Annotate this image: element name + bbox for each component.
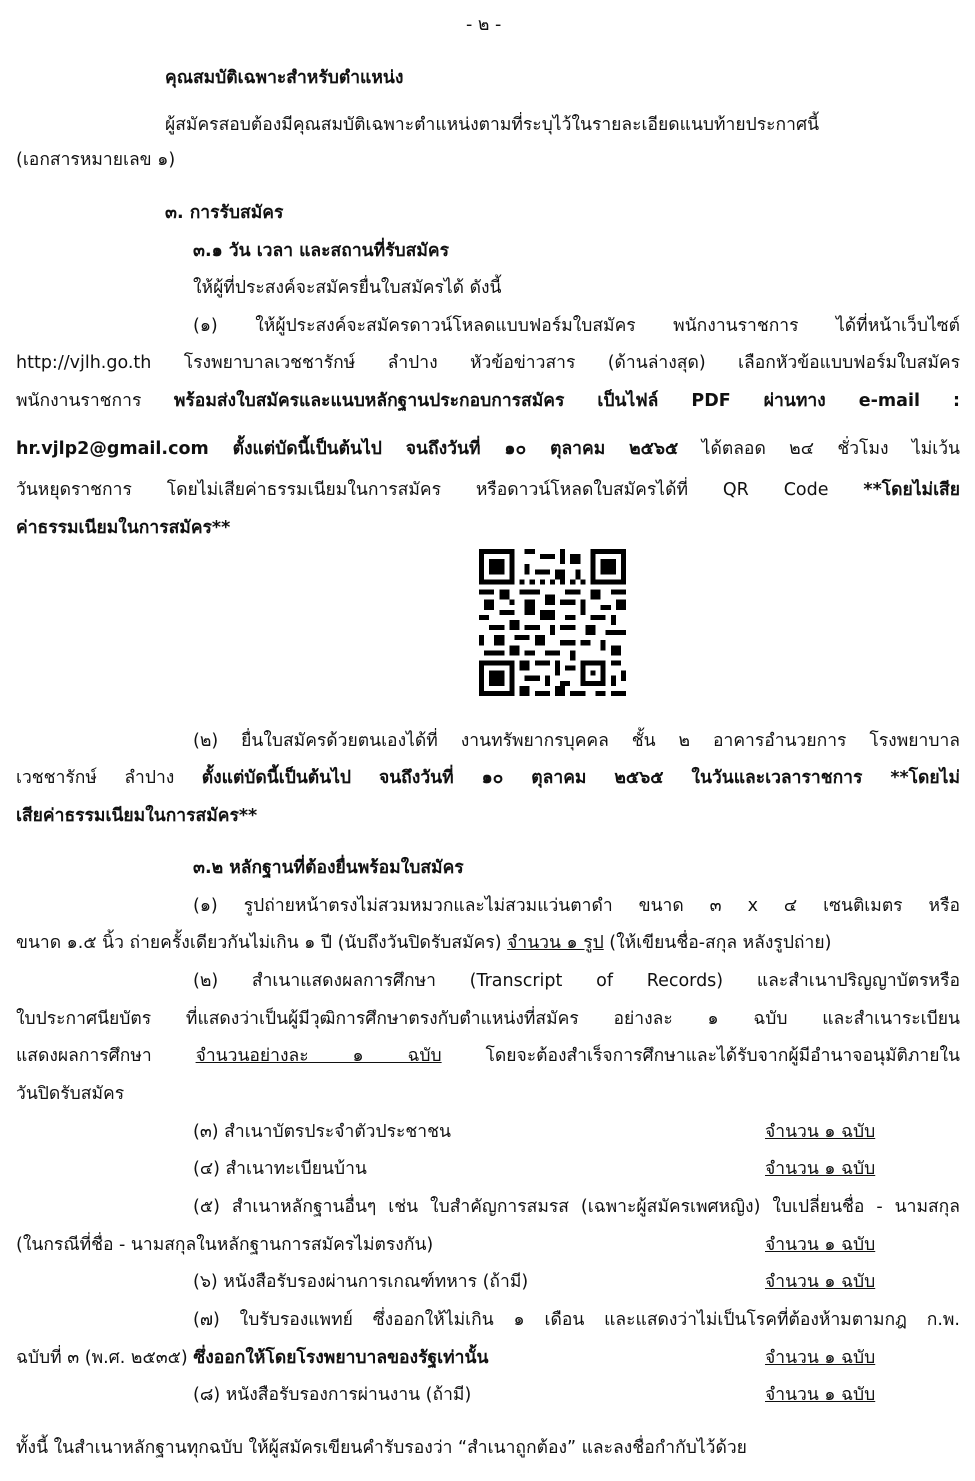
doc6-text: (๖) หนังสือรับรองผ่านการเกณฑ์ทหาร (ถ้ามี) xyxy=(193,1272,529,1292)
item2-line2: เวชชารักษ์ ลำปาง ตั้งแต่บัดนี้เป็นต้นไป จนถึงวันที่ ๑๐ ตุลาคม ๒๕๖๕ ในวันและเวลาราชการ **โดยไม่ xyxy=(16,768,960,788)
doc7-line2: ฉบับที่ ๓ (พ.ศ. ๒๕๓๕) ซึ่งออกให้โดยโรงพยาบาลของรัฐเท่านั้น xyxy=(16,1348,489,1368)
doc2-line2: ใบประกาศนียบัตร ที่แสดงว่าเป็นผู้มีวุฒิการศึกษาตรงกับตำแหน่งที่สมัคร อย่างละ ๑ ฉบับ และสำเนาระเบียน xyxy=(16,1009,960,1029)
item1-line3: พนักงานราชการ พร้อมส่งใบสมัครและแนบหลักฐานประกอบการสมัคร เป็นไฟล์ PDF ผ่านทาง e-mail : xyxy=(16,391,960,411)
doc6-amount: จำนวน ๑ ฉบับ xyxy=(765,1272,876,1292)
doc1-line2: ขนาด ๑.๕ นิ้ว ถ่ายครั้งเดียวกันไม่เกิน ๑ ปี (นับถึงวันปิดรับสมัคร) จำนวน ๑ รูป (ให้เขียนชื่อ-สกุล หลังรูปถ่าย) xyxy=(16,933,832,953)
doc7-amount: จำนวน ๑ ฉบับ xyxy=(765,1348,876,1368)
section32-heading: ๓.๒ หลักฐานที่ต้องยื่นพร้อมใบสมัคร xyxy=(193,858,464,878)
doc5-amount: จำนวน ๑ ฉบับ xyxy=(765,1235,876,1255)
qr-code xyxy=(479,549,626,696)
closing-note: ทั้งนี้ ในสำเนาหลักฐานทุกฉบับ ให้ผู้สมัครเขียนคำรับรองว่า “สำเนาถูกต้อง” และลงชื่อกำกับไว้ด้วย xyxy=(16,1438,747,1458)
doc2-line1: (๒) สำเนาแสดงผลการศึกษา (Transcript of Records) และสำเนาปริญญาบัตรหรือ xyxy=(193,971,960,991)
doc2-line3: แสดงผลการศึกษา จำนวนอย่างละ ๑ ฉบับ โดยจะต้องสำเร็จการศึกษาและได้รับจากผู้มีอำนาจอนุมัติภายใน xyxy=(16,1046,960,1066)
doc4-text: (๔) สำเนาทะเบียนบ้าน xyxy=(193,1159,367,1179)
doc5-line2: (ในกรณีที่ชื่อ - นามสกุลในหลักฐานการสมัครไม่ตรงกัน) xyxy=(16,1235,434,1255)
page-number: - ๒ - xyxy=(466,15,502,35)
doc3-text: (๓) สำเนาบัตรประจำตัวประชาชน xyxy=(193,1122,451,1142)
doc8-text: (๘) หนังสือรับรองการผ่านงาน (ถ้ามี) xyxy=(193,1385,472,1405)
item1-line5: วันหยุดราชการ โดยไม่เสียค่าธรรมเนียมในการสมัคร หรือดาวน์โหลดใบสมัครได้ที่ QR Code **โดยไม่เสีย xyxy=(16,480,960,500)
section31-heading: ๓.๑ วัน เวลา และสถานที่รับสมัคร xyxy=(193,241,449,261)
item1-line6: ค่าธรรมเนียมในการสมัคร** xyxy=(16,518,231,538)
qualifications-text-2: (เอกสารหมายเลข ๑) xyxy=(16,150,176,170)
item1-line1: (๑) ให้ผู้ประสงค์จะสมัครดาวน์โหลดแบบฟอร์มใบสมัคร พนักงานราชการ ได้ที่หน้าเว็บไซต์ xyxy=(193,316,960,336)
item2-line1: (๒) ยื่นใบสมัครด้วยตนเองได้ที่ งานทรัพยากรบุคคล ชั้น ๒ อาคารอำนวยการ โรงพยาบาล xyxy=(193,731,960,751)
item1-line2: http://vjlh.go.th โรงพยาบาลเวชชารักษ์ ลำปาง หัวข้อข่าวสาร (ด้านล่างสุด) เลือกหัวข้อแบบฟอร์มใบสมัคร xyxy=(16,353,960,373)
section3-heading: ๓. การรับสมัคร xyxy=(165,203,284,223)
doc3-amount: จำนวน ๑ ฉบับ xyxy=(765,1122,876,1142)
doc5-line1: (๕) สำเนาหลักฐานอื่นๆ เช่น ใบสำคัญการสมรส (เฉพาะผู้สมัครเพศหญิง) ใบเปลี่ยนชื่อ - นามสกุล xyxy=(193,1197,960,1217)
doc8-amount: จำนวน ๑ ฉบับ xyxy=(765,1385,876,1405)
doc7-line1: (๗) ใบรับรองแพทย์ ซึ่งออกให้ไม่เกิน ๑ เดือน และแสดงว่าไม่เป็นโรคที่ต้องห้ามตามกฎ ก.พ. xyxy=(193,1310,960,1330)
item1-line4: hr.vjlp2@gmail.com ตั้งแต่บัดนี้เป็นต้นไป จนถึงวันที่ ๑๐ ตุลาคม ๒๕๖๕ ได้ตลอด ๒๔ ชั่วโมง ไม่เว้น xyxy=(16,439,961,459)
doc1-line1: (๑) รูปถ่ายหน้าตรงไม่สวมหมวกและไม่สวมแว่นตาดำ ขนาด ๓ x ๔ เซนติเมตร หรือ xyxy=(193,896,960,916)
section31-intro: ให้ผู้ที่ประสงค์จะสมัครยื่นใบสมัครได้ ดังนี้ xyxy=(193,278,502,298)
doc2-line4: วันปิดรับสมัคร xyxy=(16,1084,125,1104)
qualifications-heading: คุณสมบัติเฉพาะสำหรับตำแหน่ง xyxy=(165,68,404,88)
item2-line3: เสียค่าธรรมเนียมในการสมัคร** xyxy=(16,806,258,826)
qualifications-text-1: ผู้สมัครสอบต้องมีคุณสมบัติเฉพาะตำแหน่งตามที่ระบุไว้ในรายละเอียดแนบท้ายประกาศนี้ xyxy=(165,115,820,135)
doc4-amount: จำนวน ๑ ฉบับ xyxy=(765,1159,876,1179)
